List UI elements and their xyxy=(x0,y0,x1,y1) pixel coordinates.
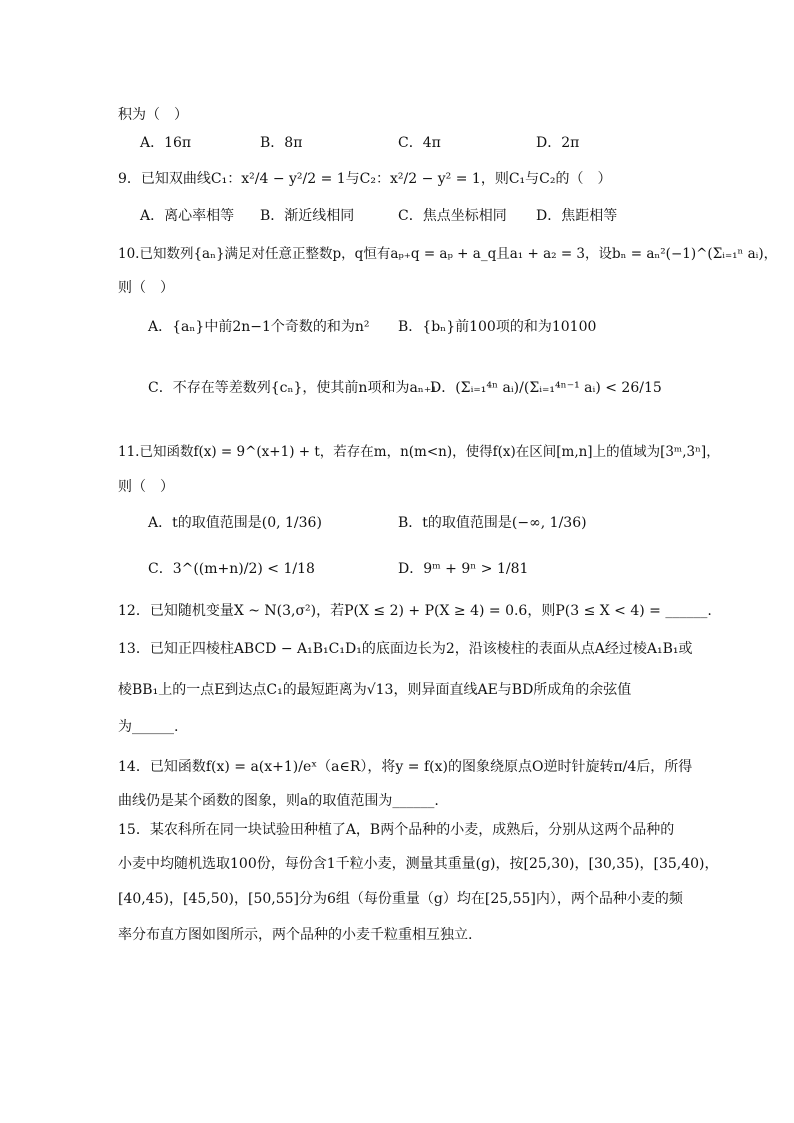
q8-tail: 积为（ ） xyxy=(118,107,188,123)
q15-line-4: 率分布直方图如图所示，两个品种的小麦千粒重相互独立. xyxy=(118,927,473,943)
q12-stem: 12．已知随机变量X ~ N(3,σ²)，若P(X ≤ 2) + P(X ≥ 4) = 0.6，则P(3 ≤ X < 4) = ______. xyxy=(118,603,712,619)
q10-option-a: A．{aₙ}中前2n−1个奇数的和为n² xyxy=(148,319,370,335)
q15-line-1: 15．某农科所在同一块试验田种植了A，B两个品种的小麦，成熟后，分别从这两个品种的 xyxy=(118,822,675,838)
q13-line-1: 13．已知正四棱柱ABCD − A₁B₁C₁D₁的底面边长为2，沿该棱柱的表面从点A经过棱A₁B₁或 xyxy=(118,641,693,657)
q10-option-c: C．不存在等差数列{cₙ}，使其前n项和为aₙ₊₁ xyxy=(148,380,437,396)
q9-option-d: D．焦距相等 xyxy=(536,208,618,224)
q10-option-b: B．{bₙ}前100项的和为10100 xyxy=(398,319,597,335)
q9-stem: 9．已知双曲线C₁：x²/4 − y²/2 = 1与C₂：x²/2 − y² = 1，则C₁与C₂的（ ） xyxy=(118,171,612,187)
q10-stem-cont: 则（ ） xyxy=(118,280,174,296)
q8-option-d: D．2π xyxy=(536,135,580,151)
q9-option-b: B．渐近线相同 xyxy=(260,208,355,224)
q13-line-3: 为______. xyxy=(118,719,179,735)
q9-option-c: C．焦点坐标相同 xyxy=(398,208,507,224)
q9-option-a: A．离心率相等 xyxy=(140,208,235,224)
q11-option-b: B．t的取值范围是(−∞, 1/36) xyxy=(398,515,587,531)
q15-line-2: 小麦中均随机选取100份，每份含1千粒小麦，测量其重量(g)，按[25,30)，[30,35)，[35,40)， xyxy=(118,856,719,872)
q11-option-d: D．9ᵐ + 9ⁿ > 1/81 xyxy=(398,561,529,577)
q15-line-3: [40,45)，[45,50)，[50,55]分为6组（每份重量（g）均在[25,55]内），两个品种小麦的频 xyxy=(118,891,683,907)
q10-option-d: D．(Σᵢ₌₁⁴ⁿ aᵢ)/(Σᵢ₌₁⁴ⁿ⁻¹ aᵢ) < 26/15 xyxy=(430,380,662,396)
q11-option-a: A．t的取值范围是(0, 1/36) xyxy=(148,515,322,531)
q8-option-a: A．16π xyxy=(140,135,192,151)
q8-option-c: C．4π xyxy=(398,135,441,151)
q11-option-c: C．3^((m+n)/2) < 1/18 xyxy=(148,561,315,577)
q10-stem: 10.已知数列{aₙ}满足对任意正整数p，q恒有aₚ₊q = aₚ + a_q且a₁ + a₂ = 3，设bₙ = aₙ²(−1)^(Σᵢ₌₁ⁿ aᵢ)， xyxy=(118,246,778,262)
q13-line-2: 棱BB₁上的一点E到达点C₁的最短距离为√13，则异面直线AE与BD所成角的余弦值 xyxy=(118,682,632,698)
q8-option-b: B．8π xyxy=(260,135,303,151)
q11-stem-cont: 则（ ） xyxy=(118,479,174,495)
q14-line-2: 曲线仍是某个函数的图象，则a的取值范围为______. xyxy=(118,793,439,809)
q14-line-1: 14．已知函数f(x) = a(x+1)/eˣ（a∈R），将y = f(x)的图象绕原点O逆时针旋转π/4后，所得 xyxy=(118,759,693,775)
q11-stem: 11.已知函数f(x) = 9^(x+1) + t，若存在m，n(m<n)，使得f(x)在区间[m,n]上的值域为[3ᵐ,3ⁿ]， xyxy=(118,444,720,460)
